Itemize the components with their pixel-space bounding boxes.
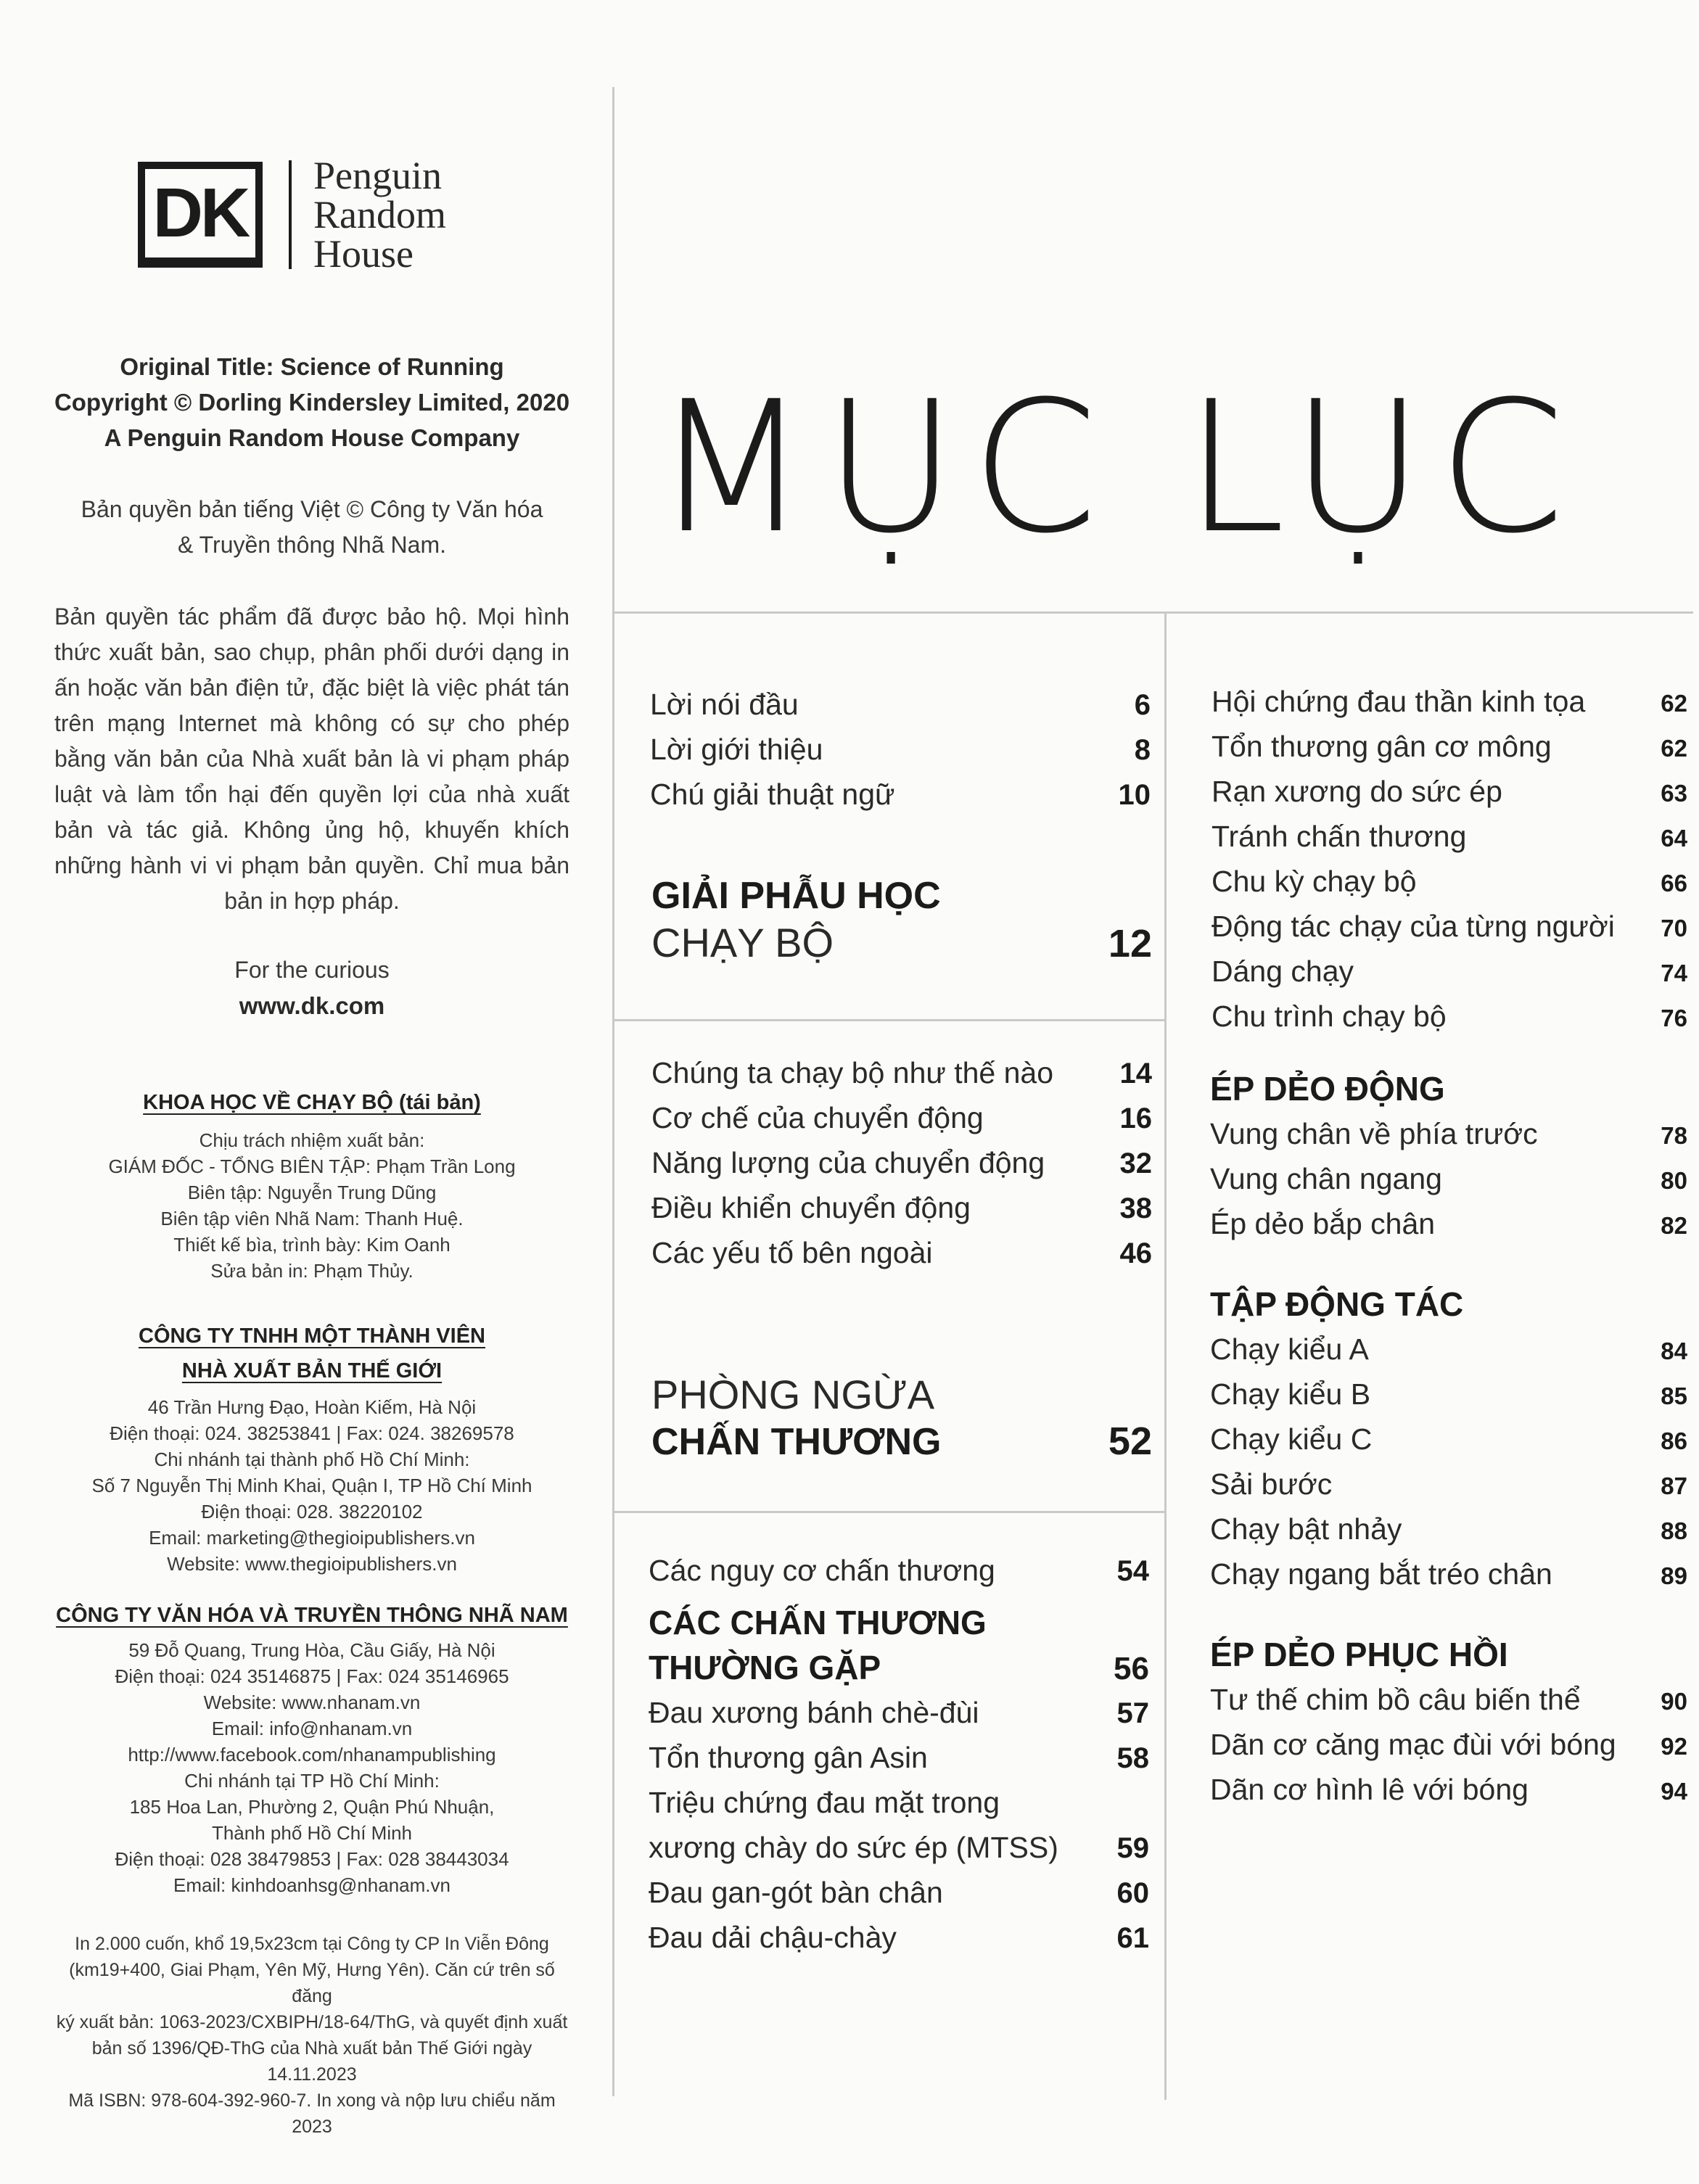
vn-copyright-line: & Truyền thông Nhã Nam. [178,532,446,558]
toc-entry-label: Các nguy cơ chấn thương [649,1554,995,1587]
nhanam-info-line: http://www.facebook.com/nhanampublishing [128,1744,496,1765]
toc-entry-label: Năng lượng của chuyển động [651,1146,1045,1179]
toc-entry-label: Vung chân ngang [1210,1162,1442,1195]
part2-rule-bottom [612,1511,1164,1513]
toc-entry [1210,1156,1687,1201]
toc-entry [649,1735,1149,1780]
toc-entry-label: Lời giới thiệu [650,733,823,766]
credit-line: Sửa bản in: Phạm Thủy. [210,1260,414,1282]
column-divider [612,87,614,2096]
part-page: 12 [1108,922,1152,965]
toc-entry-page: 46 [1119,1237,1152,1269]
toc-entry [1210,1767,1687,1812]
nhanam-block [51,1598,573,1898]
toc-entry [1210,1677,1687,1722]
toc-entry [651,1095,1152,1140]
toc-entry-page: 59 [1116,1832,1149,1864]
toc-entry-label: Chu kỳ chạy bộ [1211,865,1417,898]
toc-entry [651,1230,1152,1275]
nhanam-name: CÔNG TY VĂN HÓA VÀ TRUYỀN THÔNG NHÃ NAM [56,1604,568,1627]
dk-website: www.dk.com [239,992,385,1019]
toc-entry-page: 92 [1661,1733,1687,1760]
toc-entry [1211,994,1687,1039]
original-copyright: Copyright © Dorling Kindersley Limited, 2020 [54,389,570,416]
toc-entry-label: Đau dải chậu-chày [649,1921,897,1954]
toc-entry [1211,724,1687,769]
toc-entry [1211,814,1687,859]
toc-entry-page: 54 [1116,1555,1149,1587]
print-info-block [51,1931,573,2140]
toc-entry-label: Ép dẻo bắp chân [1210,1207,1436,1240]
toc-entry-label: Tổn thương gân cơ mông [1211,730,1552,763]
publisher-block [51,1319,573,1577]
copyright-protection-notice: Bản quyền tác phẩm đã được bảo hộ. Mọi hình thức xuất bản, sao chụp, phân phối dưới dạng in ấn hoặc văn bản điện tử, đặc biệt là việc phát tán trên mạng Internet mà không có sự cho phép bằng văn bản của Nhà xuất bản là vi phạm pháp luật và làm tổn hại đến quyền lợi của nhà xuất bản và tác giả. Không ủng hộ, khuyến khích những hành vi vi phạm bản quyền. Chỉ mua bản bản in hợp pháp. [54,603,569,914]
toc-entry-page: 16 [1119,1103,1152,1134]
toc-entry-label: Sải bước [1210,1467,1333,1501]
toc-part2-heading [651,1371,1152,1465]
toc-entry-page: 78 [1661,1122,1687,1149]
original-title: Original Title: Science of Running [120,353,504,380]
toc-entry-label: Chu trình chạy bộ [1211,1000,1447,1033]
nhanam-info-line: 185 Hoa Lan, Phường 2, Quận Phú Nhuận, [129,1796,495,1818]
toc-entry-page: 80 [1661,1167,1687,1194]
toc-entry-page: 63 [1661,780,1687,807]
part-title: GIẢI PHẪU HỌC [651,875,941,917]
toc-entry-page: 10 [1118,779,1151,811]
section-page: 56 [1114,1651,1149,1686]
toc-entry [649,1870,1149,1915]
part-title: PHÒNG NGỪA [651,1372,935,1417]
credit-line: Biên tập viên Nhã Nam: Thanh Huệ. [160,1208,464,1229]
toc-entry [650,772,1151,817]
nhanam-info-line: Điện thoại: 024 35146875 | Fax: 024 35146965 [115,1665,509,1687]
print-info-line: 2023 [292,2117,332,2137]
toc-entry-label: Vung chân về phía trước [1210,1117,1538,1150]
toc-entry [649,1548,1149,1593]
toc-entry-label: Cơ chế của chuyển động [651,1101,984,1134]
toc-entry-page: 84 [1661,1338,1687,1364]
nhanam-info-line: Chi nhánh tại TP Hồ Chí Minh: [184,1770,440,1792]
toc-entry-page: 85 [1661,1382,1687,1409]
toc-entry-label: Điều khiển chuyển động [651,1191,971,1224]
toc-part1-items [651,1050,1152,1275]
toc-entry-page: 8 [1134,734,1151,766]
toc-entry-label: Tránh chấn thương [1211,820,1467,853]
nhanam-info-line: Email: kinhdoanhsg@nhanam.vn [173,1874,451,1896]
toc-entry-label: Dãn cơ hình lê với bóng [1210,1773,1529,1806]
toc-entry-label: Các yếu tố bên ngoài [651,1236,933,1269]
toc-right-items [1211,679,1687,1039]
toc-entry-page: 14 [1119,1058,1152,1089]
toc-entry-label: Chạy kiểu A [1210,1332,1369,1366]
toc-entry [1210,1722,1687,1767]
toc-entry-page: 89 [1661,1562,1687,1589]
toc-entry-page: 64 [1661,825,1687,852]
toc-entry-label: Chạy ngang bắt tréo chân [1210,1557,1552,1591]
toc-entry-page: 58 [1116,1742,1149,1774]
title-rule [612,611,1693,614]
edition-title: KHOA HỌC VỀ CHẠY BỘ (tái bản) [143,1091,481,1114]
section-heading: TẬP ĐỘNG TÁC [1210,1285,1464,1323]
toc-entry [1211,904,1687,949]
toc-entry-page: 90 [1661,1688,1687,1715]
publisher-info-line: Số 7 Nguyễn Thị Minh Khai, Quận I, TP Hồ Chí Minh [91,1475,532,1496]
dk-logo [138,162,263,268]
toc-entry-page: 57 [1116,1697,1149,1729]
toc-entry-page: 74 [1661,960,1687,986]
toc-entry-page: 70 [1661,915,1687,941]
toc-entry [650,682,1151,727]
prh-line: House [313,232,414,276]
toc-entry-page: 94 [1661,1778,1687,1805]
toc-entry-page: 32 [1119,1147,1152,1179]
credit-line: GIÁM ĐỐC - TỔNG BIÊN TẬP: Phạm Trần Long [108,1155,516,1177]
toc-column-divider [1164,613,1167,2100]
publisher-info-line: Điện thoại: 028. 38220102 [201,1501,423,1522]
toc-entry-label: Lời nói đầu [650,688,799,721]
credit-line: Thiết kế bìa, trình bày: Kim Oanh [173,1234,451,1256]
toc-entry-label: Chạy kiểu C [1210,1422,1373,1456]
section-heading: ÉP DẺO ĐỘNG [1210,1070,1445,1108]
vn-copyright-block [51,492,573,563]
toc-entry [1211,679,1687,724]
toc-entry-label: Động tác chạy của từng người [1211,910,1615,943]
toc-entry [1210,1462,1687,1507]
publisher-name: NHÀ XUẤT BẢN THẾ GIỚI [181,1359,443,1382]
toc-entry [651,1185,1152,1230]
toc-entry-label: Rạn xương do sức ép [1211,775,1502,808]
toc-entry-page: 6 [1134,689,1151,721]
toc-entry-label: Chúng ta chạy bộ như thế nào [651,1056,1054,1089]
toc-entry-page: 88 [1661,1517,1687,1544]
page-title: MỤC LỤC [653,362,1580,573]
toc-dynamic-stretch [1210,1066,1687,1246]
edition-block [51,1085,573,1284]
section-heading: THƯỜNG GẶP [649,1649,881,1686]
toc-entry-page: 66 [1661,870,1687,897]
prh-line: Random [313,193,446,236]
print-info-line: (km19+400, Giai Phạm, Yên Mỹ, Hưng Yên). Căn cứ trên số đăng [69,1960,555,2006]
publisher-info-line: 46 Trần Hưng Đạo, Hoàn Kiếm, Hà Nội [147,1396,477,1418]
toc-entry [649,1915,1149,1960]
toc-entry-label: Dáng chạy [1211,955,1354,988]
toc-entry-page: 38 [1119,1192,1152,1224]
toc-entry [650,727,1151,772]
toc-entry [1210,1111,1687,1156]
toc-entry [1210,1372,1687,1417]
toc-entry-page: 87 [1661,1472,1687,1499]
toc-entry-label: Tư thế chim bồ câu biến thể [1210,1683,1581,1716]
part-subtitle: CHẠY BỘ [651,920,834,965]
credit-line: Biên tập: Nguyễn Trung Dũng [187,1182,437,1203]
toc-entry [1210,1552,1687,1596]
original-company: A Penguin Random House Company [104,424,520,451]
toc-entry [1210,1327,1687,1372]
publisher-info-line: Email: marketing@thegioipublishers.vn [149,1527,475,1549]
toc-entry [1211,859,1687,904]
part-subtitle: CHẤN THƯƠNG [651,1421,942,1463]
toc-entry [651,1050,1152,1095]
publisher-name: CÔNG TY TNHH MỘT THÀNH VIÊN [139,1324,485,1348]
nhanam-info-line: Điện thoại: 028 38479853 | Fax: 028 38443034 [115,1848,509,1870]
toc-entry-label: Đau gan-gót bàn chân [649,1876,943,1909]
toc-intro [650,682,1151,817]
toc-entry-page: 60 [1116,1877,1149,1909]
part1-rule-top [612,1019,1164,1021]
nhanam-info-line: Thành phố Hồ Chí Minh [211,1822,413,1844]
toc-entry-label: Chú giải thuật ngữ [650,778,895,811]
toc-entry [1211,769,1687,814]
publisher-info-line: Điện thoại: 024. 38253841 | Fax: 024. 38269578 [110,1422,514,1444]
toc-entry [1210,1417,1687,1462]
nhanam-info-line: Email: info@nhanam.vn [211,1718,413,1739]
nhanam-info-line: Website: www.nhanam.vn [203,1691,421,1713]
penguin-random-house-logo [313,154,446,276]
publisher-info-line: Chi nhánh tại thành phố Hồ Chí Minh: [154,1449,470,1470]
toc-entry-label: xương chày do sức ép (MTSS) [649,1831,1058,1864]
toc-entry-label: Triệu chứng đau mặt trong [649,1786,1000,1819]
toc-entry [1210,1201,1687,1246]
print-info-line: Mã ISBN: 978-604-392-960-7. In xong và nộp lưu chiểu năm [68,2090,556,2111]
dk-logo-text: DK [152,174,248,252]
tagline: For the curious [234,957,390,983]
toc-entry [649,1690,1149,1735]
toc-entry-page: 62 [1661,735,1687,762]
toc-entry-page: 76 [1661,1005,1687,1031]
toc-entry [651,1140,1152,1185]
toc-part1-heading [651,873,1152,967]
toc-drills [1210,1282,1687,1596]
logo-divider [289,160,292,269]
print-info-line: In 2.000 cuốn, khổ 19,5x23cm tại Công ty CP In Viễn Đông [75,1934,549,1954]
toc-entry-page: 82 [1661,1212,1687,1239]
toc-part2-items [649,1548,1149,1960]
toc-entry-page: 61 [1116,1922,1149,1954]
toc-entry [1210,1507,1687,1552]
curious-block [51,952,573,1023]
section-heading: ÉP DẺO PHỤC HỒI [1210,1636,1508,1673]
toc-entry [1211,949,1687,994]
toc-entry [649,1825,1149,1870]
toc-entry-page: 62 [1661,690,1687,717]
toc-recovery-stretch [1210,1632,1687,1812]
publisher-info-line: Website: www.thegioipublishers.vn [167,1553,457,1575]
toc-entry-page: 86 [1661,1427,1687,1454]
credit-line: Chịu trách nhiệm xuất bản: [199,1129,425,1151]
print-info-line: bản số 1396/QĐ-ThG của Nhà xuất bản Thế Giới ngày 14.11.2023 [91,2038,532,2085]
vn-copyright-line: Bản quyền bản tiếng Việt © Công ty Văn hóa [81,496,543,522]
toc-entry-label: Đau xương bánh chè-đùi [649,1696,979,1729]
part-page: 52 [1108,1419,1152,1463]
original-title-block [51,349,573,456]
toc-entry-label: Chạy bật nhảy [1210,1512,1402,1546]
print-info-line: ký xuất bản: 1063-2023/CXBIPH/18-64/ThG, và quyết định xuất [56,2012,568,2032]
toc-entry-label: Dãn cơ căng mạc đùi với bóng [1210,1728,1616,1761]
prh-line: Penguin [313,154,443,197]
toc-entry-label: Chạy kiểu B [1210,1377,1371,1411]
section-heading: CÁC CHẤN THƯƠNG [649,1604,987,1641]
publisher-logo [138,154,446,276]
toc-entry-label: Tổn thương gân Asin [649,1741,928,1774]
nhanam-info-line: 59 Đỗ Quang, Trung Hòa, Cầu Giấy, Hà Nội [128,1639,495,1661]
toc-entry-label: Hội chứng đau thần kinh tọa [1211,685,1586,718]
